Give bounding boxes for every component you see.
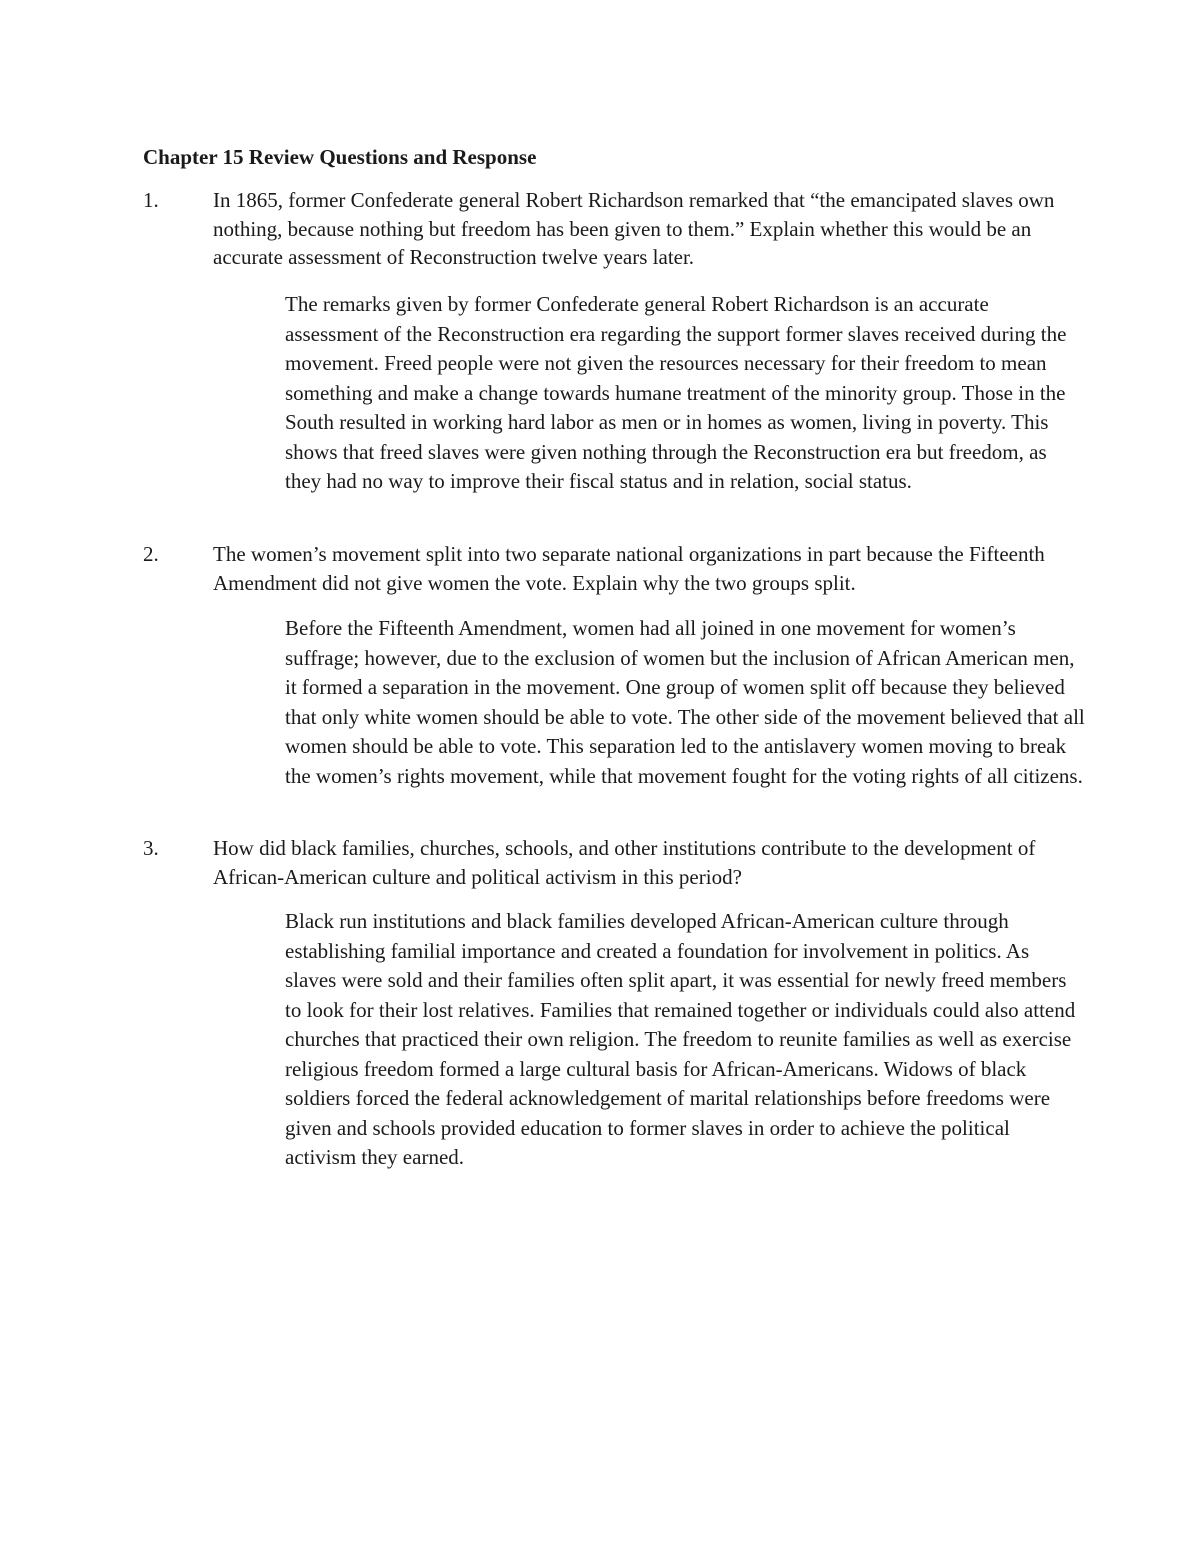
- response-text: The remarks given by former Confederate general Robert Richardson is an accurate assessment of the Reconstruction era regarding the support former slaves received during the movement. Freed people were not given the resources necessary for their freedom to mean something and make a change towards humane treatment of the minority group. Those in the South resulted in working hard labor as men or in homes as women, living in poverty. This shows that freed slaves were given nothing through the Reconstruction era but freedom, as they had no way to improve their fiscal status and in relation, social status.: [285, 292, 1067, 493]
- response-text: Before the Fifteenth Amendment, women had all joined in one movement for women’s suffrage; however, due to the exclusion of women but the inclusion of African American men, it formed a separation in the movement. One group of women split off because they believed that only white women should be able to vote. The other side of the movement believed that all women should be able to vote. This separation led to the antislavery women moving to break the women’s rights movement, while that movement fought for the voting rights of all citizens.: [285, 616, 1085, 788]
- question-number: 1.: [143, 188, 159, 212]
- question-text: How did black families, churches, schools, and other institutions contribute to the development of African-American culture and political activism in this period?: [213, 836, 1036, 889]
- response-text: Black run institutions and black families developed African-American culture through establishing familial importance and created a foundation for involvement in politics. As slaves were sold and their families often split apart, it was essential for newly freed members to look for their lost relatives. Families that remained together or individuals could also attend churches that practiced their own religion. The freedom to reunite families as well as exercise religious freedom formed a large cultural basis for African-Americans. Widows of black soldiers forced the federal acknowledgement of marital relationships before freedoms were given and schools provided education to former slaves in order to achieve the political activism they earned.: [285, 909, 1076, 1169]
- question-text: In 1865, former Confederate general Robert Richardson remarked that “the emancipated slaves own nothing, because nothing but freedom has been given to them.” Explain whether this would be an accurate assessment of Reconstruction twelve years later.: [213, 188, 1055, 269]
- question-number: 3.: [143, 836, 159, 860]
- question-number: 2.: [143, 542, 159, 566]
- page-title: Chapter 15 Review Questions and Response: [143, 145, 537, 169]
- question-text: The women’s movement split into two separate national organizations in part because the Fifteenth Amendment did not give women the vote. Explain why the two groups split.: [213, 542, 1045, 595]
